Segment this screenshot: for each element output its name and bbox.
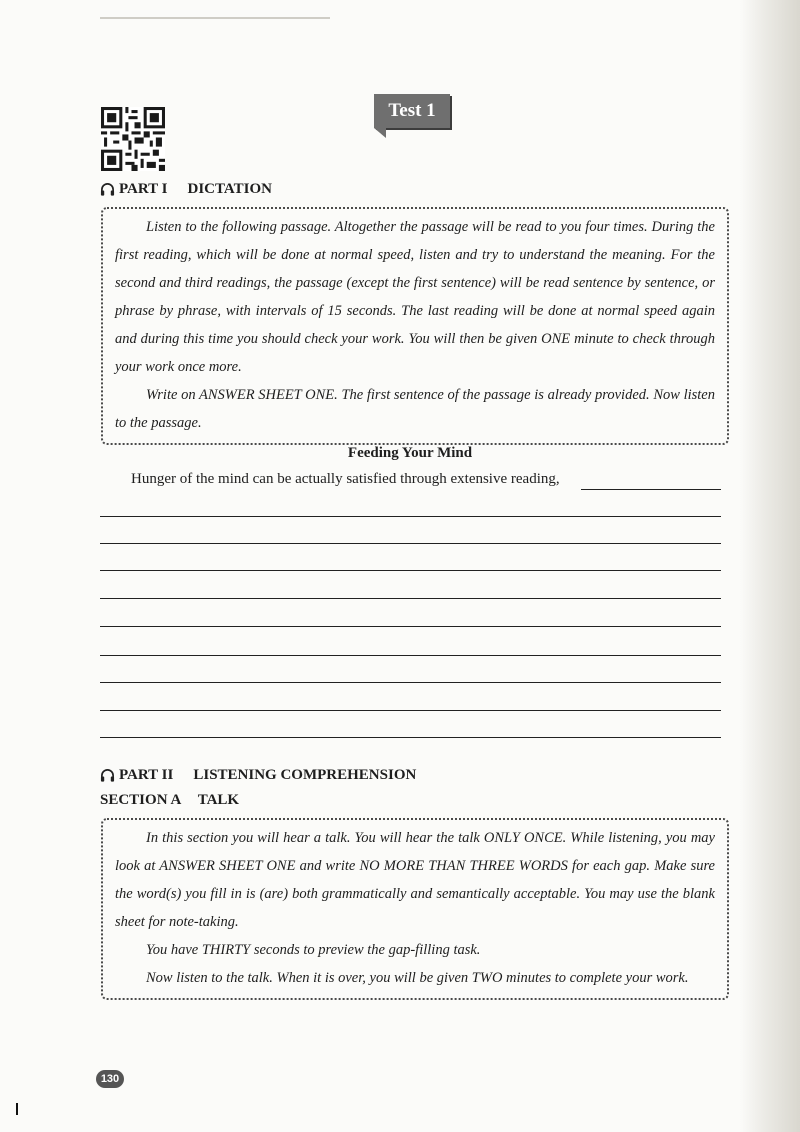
writing-line[interactable] bbox=[100, 598, 721, 599]
part2-instructions-para-2: You have THIRTY seconds to preview the gap-filling task. bbox=[146, 942, 481, 958]
test-label: Test 1 bbox=[388, 100, 436, 121]
part2-number: PART II bbox=[119, 767, 174, 783]
headphones-icon bbox=[100, 182, 115, 197]
part1-instructions-para-2: Write on ANSWER SHEET ONE. The first sentence of the passage is already provided. Now listen to the passage. bbox=[115, 387, 715, 431]
part1-instructions-box bbox=[101, 207, 729, 445]
writing-line[interactable] bbox=[100, 543, 721, 544]
part2-instructions-para-1: In this section you will hear a talk. You will hear the talk ONLY ONCE. While listening, you may look at ANSWER SHEET ONE and write NO MORE THAN THREE WORDS for each gap. Make sure the word(s) you fill in is (are) both grammatically and semantically acceptable. You may use the blank sheet for note-taking. bbox=[115, 830, 715, 930]
test-badge-tail bbox=[374, 128, 386, 138]
section-a-heading bbox=[100, 792, 239, 809]
section-label: SECTION A bbox=[100, 792, 181, 808]
part1-instructions-para-1: Listen to the following passage. Altogether the passage will be read to you four times. During the first reading, which will be done at normal speed, listen and try to understand the meaning. For the second and third readings, the passage (except the first sentence) will be read sentence by sentence, or phrase by phrase, with intervals of 15 seconds. The last reading will be done at normal speed again and during this time you should check your work. You will then be given ONE minute to check through your work once more. bbox=[115, 219, 715, 375]
part2-instructions-box bbox=[101, 818, 729, 1000]
section-title: TALK bbox=[197, 792, 240, 808]
top-rule bbox=[100, 17, 330, 19]
writing-line[interactable] bbox=[100, 570, 721, 571]
margin-mark bbox=[16, 1103, 18, 1115]
test-badge bbox=[374, 94, 450, 128]
part2-instructions-para-3: Now listen to the talk. When it is over, you will be given TWO minutes to complete your work. bbox=[146, 970, 689, 986]
writing-line[interactable] bbox=[100, 682, 721, 683]
headphones-icon bbox=[100, 768, 115, 783]
answer-blank[interactable] bbox=[581, 489, 721, 490]
part1-heading bbox=[100, 181, 272, 198]
passage-title: Feeding Your Mind bbox=[347, 445, 473, 461]
part1-title: DICTATION bbox=[187, 181, 272, 197]
writing-line[interactable] bbox=[100, 710, 721, 711]
page-number: 130 bbox=[96, 1070, 124, 1088]
part2-heading bbox=[100, 767, 416, 784]
writing-line[interactable] bbox=[100, 655, 721, 656]
part1-number: PART I bbox=[119, 181, 168, 197]
qr-code-icon bbox=[101, 107, 165, 171]
part2-title: LISTENING COMPREHENSION bbox=[193, 767, 417, 783]
writing-line[interactable] bbox=[100, 626, 721, 627]
page-edge-shadow bbox=[740, 0, 800, 1132]
writing-line[interactable] bbox=[100, 516, 721, 517]
writing-line[interactable] bbox=[100, 737, 721, 738]
first-sentence: Hunger of the mind can be actually satisfied through extensive reading, bbox=[131, 471, 560, 487]
